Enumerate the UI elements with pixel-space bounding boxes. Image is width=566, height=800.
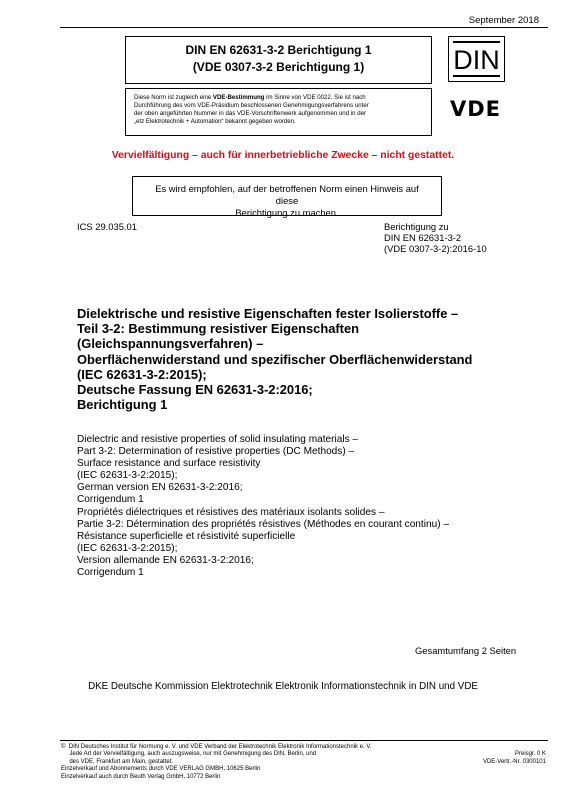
title-french — [77, 507, 449, 579]
footer-line: © DIN Deutsches Institut für Normung e. V. und VDE Verband der Elektrotechnik Elektronik Informationstechnik e. V. — [61, 744, 372, 750]
footer-line: Jede Art der Vervielfältigung, auch auszugsweise, nur mit Genehmigung des DIN, Berlin, und — [61, 751, 317, 758]
vde-notice-line1-prefix: Diese Norm ist zugleich eine — [134, 94, 213, 101]
standard-title-box — [125, 36, 432, 84]
vde-notice-line1-bold: VDE-Bestimmung — [212, 94, 265, 101]
title-de-line: Berichtigung 1 — [77, 397, 168, 413]
vde-notice-line1-suffix: im Sinne von VDE 0022. Sie ist nach — [264, 94, 366, 101]
reproduction-warning: Vervielfältigung – auch für innerbetriebliche Zwecke – nicht gestattet. — [111, 150, 455, 161]
footer-copyright — [61, 744, 461, 781]
dke-line: DKE Deutsche Kommission Elektrotechnik Elektronik Informationstechnik in DIN und VDE — [88, 681, 478, 692]
recommendation-box — [132, 176, 442, 216]
correction-reference-line3: (VDE 0307-3-2):2016-10 — [384, 243, 487, 254]
title-fr-line: Corrigendum 1 — [77, 567, 144, 578]
title-fr-line: Version allemande EN 62631-3-2:2016; — [77, 555, 254, 566]
recommendation-line1: Es wird empfohlen, auf der betroffenen Norm einen Hinweis auf diese — [155, 183, 419, 206]
vde-notice-box — [125, 88, 432, 136]
title-en-line: German version EN 62631-3-2:2016; — [77, 482, 243, 493]
vde-notice-line4: „etz Elektrotechnik + Automation“ bekannt gegeben worden. — [134, 118, 296, 125]
title-fr-line: Propriétés diélectriques et résistives des matériaux isolants solides – — [77, 507, 385, 518]
vde-order-number: VDE-Vertr.-Nr. 0300101 — [482, 758, 546, 765]
title-en-line: Corrigendum 1 — [77, 494, 144, 505]
footer-line: Einzelverkauf und Abonnements durch VDE VERLAG GMBH, 10625 Berlin — [61, 766, 261, 773]
din-logo — [448, 36, 505, 82]
title-fr-line: Résistance superficielle et résistivité superficielle — [77, 531, 296, 542]
total-pages: Gesamtumfang 2 Seiten — [415, 645, 517, 656]
title-de-line: Oberflächenwiderstand und spezifischer Oberflächenwiderstand — [77, 351, 473, 367]
vde-notice-line3: der oben angeführten Nummer in das VDE-Vorschriftenwerk aufgenommen und in der — [134, 110, 367, 117]
ics-code: ICS 29.035.01 — [77, 221, 137, 232]
footer-line: Einzelverkauf auch durch Beuth Verlag GmbH, 10772 Berlin — [61, 773, 221, 780]
title-en-line: Part 3-2: Determination of resistive properties (DC Methods) – — [77, 446, 355, 457]
title-de-line: Teil 3-2: Bestimmung resistiver Eigenschaften — [77, 321, 360, 337]
footer-line: des VDE, Frankfurt am Main, gestattet. — [61, 758, 174, 765]
correction-reference-line1: Berichtigung zu — [384, 221, 449, 232]
correction-reference — [384, 221, 487, 254]
recommendation-line2: Berichtigung zu machen. — [235, 207, 339, 218]
title-en-line: Surface resistance and surface resistivity — [77, 458, 261, 469]
correction-reference-line2: DIN EN 62631-3-2 — [384, 232, 462, 243]
din-logo-text: DIN — [453, 45, 500, 75]
vde-logo: VDE — [450, 97, 502, 121]
title-english — [77, 434, 358, 506]
title-de-line: (IEC 62631-3-2:2015); — [77, 366, 207, 382]
vde-notice-line2: Durchführung des vom VDE-Präsidium beschlossenen Genehmigungsverfahrens unter — [134, 102, 369, 109]
title-de-line: Deutsche Fassung EN 62631-3-2:2016; — [77, 382, 313, 398]
title-fr-line: (IEC 62631-3-2:2015); — [77, 543, 178, 554]
footer-pricing — [483, 744, 546, 766]
vde-classification: (VDE 0307-3-2 Berichtigung 1) — [192, 60, 365, 74]
standard-number: DIN EN 62631-3-2 Berichtigung 1 — [185, 43, 372, 57]
top-rule — [60, 27, 548, 28]
vde-notice-text — [134, 94, 425, 126]
title-en-line: (IEC 62631-3-2:2015); — [77, 470, 178, 481]
title-de-line: (Gleichspannungsverfahren) – — [77, 336, 264, 352]
title-en-line: Dielectric and resistive properties of solid insulating materials – — [77, 434, 359, 445]
title-de-line: Dielektrische und resistive Eigenschaften fester Isolierstoffe – — [77, 306, 459, 321]
price-group: Preisgr. 0 K — [514, 751, 546, 758]
title-fr-line: Partie 3-2: Détermination des propriétés résistives (Méthodes en courant continu) – — [77, 519, 449, 530]
title-german — [77, 306, 472, 412]
footer-rule — [60, 740, 548, 741]
publication-date: September 2018 — [468, 15, 539, 26]
